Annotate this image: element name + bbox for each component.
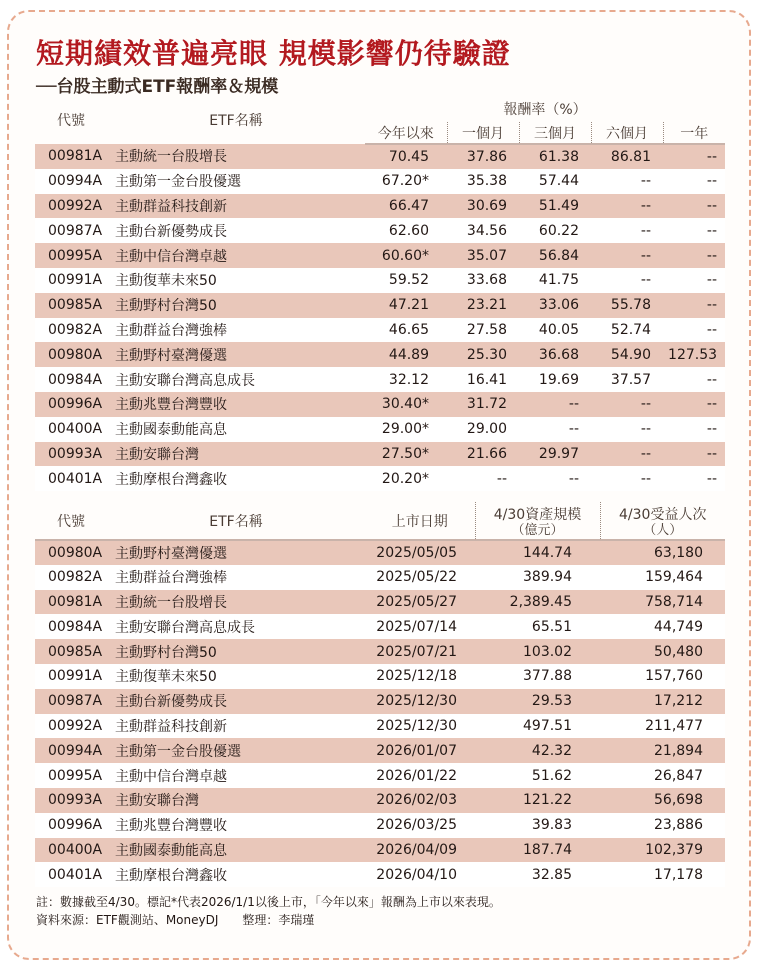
etf-name: 主動復華未來50: [107, 664, 365, 689]
size-col-header-holders: [600, 502, 725, 540]
return-6m: --: [591, 466, 663, 491]
return-1y: --: [663, 293, 725, 318]
table-row: [35, 268, 725, 293]
etf-code: 00981A: [35, 144, 107, 169]
return-ytd: 59.52: [365, 268, 447, 293]
table-row: [35, 169, 725, 194]
table-row: [35, 689, 725, 714]
etf-code: 00987A: [35, 689, 107, 714]
table-row: [35, 763, 725, 788]
table-row: [35, 590, 725, 615]
col-header-6m: 六個月: [591, 122, 663, 144]
etf-name: 主動安聯台灣高息成長: [107, 614, 365, 639]
beneficiary-count: 102,379: [600, 838, 725, 863]
return-3m: 60.22: [519, 218, 591, 243]
col-header-ytd: 今年以來: [365, 122, 447, 144]
etf-name: 主動群益台灣強棒: [107, 318, 365, 343]
table-row: [35, 639, 725, 664]
etf-name: 主動兆豐台灣豐收: [107, 392, 365, 417]
return-3m: 51.49: [519, 194, 591, 219]
listing-date: 2025/07/21: [365, 639, 475, 664]
return-6m: 52.74: [591, 318, 663, 343]
etf-code: 00401A: [35, 466, 107, 491]
etf-name: 主動台新優勢成長: [107, 218, 365, 243]
return-3m: 36.68: [519, 342, 591, 367]
etf-code: 00995A: [35, 243, 107, 268]
return-1y: --: [663, 243, 725, 268]
return-1m: 33.68: [447, 268, 519, 293]
etf-code: 00996A: [35, 813, 107, 838]
etf-name: 主動野村台灣50: [107, 293, 365, 318]
table-row: [35, 738, 725, 763]
return-6m: --: [591, 218, 663, 243]
table-row: [35, 838, 725, 863]
asset-size: 389.94: [475, 565, 600, 590]
etf-code: 00984A: [35, 614, 107, 639]
etf-code: 00401A: [35, 862, 107, 887]
etf-name: 主動野村台灣50: [107, 639, 365, 664]
asset-size: 187.74: [475, 838, 600, 863]
etf-code: 00993A: [35, 442, 107, 467]
table-row: [35, 392, 725, 417]
beneficiary-count: 758,714: [600, 590, 725, 615]
etf-name: 主動野村臺灣優選: [107, 540, 365, 565]
listing-date: 2025/12/18: [365, 664, 475, 689]
holders-header-unit: （人）: [643, 522, 683, 538]
page-title: 短期績效普遍亮眼 規模影響仍待驗證: [36, 37, 511, 70]
return-1m: 37.86: [447, 144, 519, 169]
beneficiary-count: 63,180: [600, 540, 725, 565]
etf-name: 主動摩根台灣鑫收: [107, 466, 365, 491]
return-1m: 29.00: [447, 417, 519, 442]
asset-size: 39.83: [475, 813, 600, 838]
etf-code: 00992A: [35, 714, 107, 739]
listing-date: 2025/05/27: [365, 590, 475, 615]
return-1m: 34.56: [447, 218, 519, 243]
listing-date: 2025/12/30: [365, 689, 475, 714]
etf-code: 00985A: [35, 639, 107, 664]
etf-name: 主動第一金台股優選: [107, 738, 365, 763]
beneficiary-count: 157,760: [600, 664, 725, 689]
return-6m: --: [591, 417, 663, 442]
size-col-header-name: ETF名稱: [107, 502, 365, 540]
etf-code: 00980A: [35, 342, 107, 367]
return-1y: --: [663, 268, 725, 293]
listing-date: 2026/04/09: [365, 838, 475, 863]
footnote: 註：數據截至4/30。標記*代表2026/1/1以後上市，「今年以來」報酬為上市以來表現。: [36, 895, 501, 909]
return-3m: 61.38: [519, 144, 591, 169]
page-subtitle: ──台股主動式ETF報酬率＆規模: [36, 77, 279, 97]
return-1m: 23.21: [447, 293, 519, 318]
table-row: [35, 614, 725, 639]
table-row: [35, 293, 725, 318]
return-6m: --: [591, 194, 663, 219]
return-6m: 86.81: [591, 144, 663, 169]
size-col-header-assets: [475, 502, 600, 540]
col-header-1y: 一年: [663, 122, 725, 144]
return-6m: 54.90: [591, 342, 663, 367]
etf-name: 主動中信台灣卓越: [107, 243, 365, 268]
beneficiary-count: 17,212: [600, 689, 725, 714]
return-3m: 33.06: [519, 293, 591, 318]
beneficiary-count: 17,178: [600, 862, 725, 887]
listing-date: 2025/05/05: [365, 540, 475, 565]
etf-name: 主動野村臺灣優選: [107, 342, 365, 367]
return-ytd: 27.50*: [365, 442, 447, 467]
return-6m: 55.78: [591, 293, 663, 318]
table-row: [35, 714, 725, 739]
etf-name: 主動統一台股增長: [107, 144, 365, 169]
table-row: [35, 417, 725, 442]
table-row: [35, 442, 725, 467]
return-3m: 19.69: [519, 367, 591, 392]
etf-name: 主動統一台股增長: [107, 590, 365, 615]
table-row: [35, 318, 725, 343]
table-row: [35, 565, 725, 590]
size-col-header-code: 代號: [35, 502, 107, 540]
listing-date: 2026/03/25: [365, 813, 475, 838]
return-1m: 35.07: [447, 243, 519, 268]
return-ytd: 60.60*: [365, 243, 447, 268]
etf-code: 00400A: [35, 417, 107, 442]
etf-code: 00994A: [35, 169, 107, 194]
return-ytd: 44.89: [365, 342, 447, 367]
etf-code: 00982A: [35, 565, 107, 590]
etf-code: 00400A: [35, 838, 107, 863]
beneficiary-count: 50,480: [600, 639, 725, 664]
etf-name: 主動兆豐台灣豐收: [107, 813, 365, 838]
etf-name: 主動中信台灣卓越: [107, 763, 365, 788]
return-1y: --: [663, 144, 725, 169]
beneficiary-count: 21,894: [600, 738, 725, 763]
listing-date: 2026/01/22: [365, 763, 475, 788]
etf-code: 00992A: [35, 194, 107, 219]
col-header-3m: 三個月: [519, 122, 591, 144]
etf-code: 00995A: [35, 763, 107, 788]
etf-name: 主動群益科技創新: [107, 194, 365, 219]
return-ytd: 20.20*: [365, 466, 447, 491]
source-credit: 資料來源：ETF觀測站、MoneyDJ 整理：李瑞瑾: [36, 913, 315, 927]
return-3m: 29.97: [519, 442, 591, 467]
beneficiary-count: 211,477: [600, 714, 725, 739]
return-ytd: 70.45: [365, 144, 447, 169]
returns-table: [35, 96, 725, 491]
table-row: [35, 664, 725, 689]
return-1y: --: [663, 318, 725, 343]
table-row: [35, 466, 725, 491]
table-row: [35, 813, 725, 838]
table-row: [35, 862, 725, 887]
etf-name: 主動摩根台灣鑫收: [107, 862, 365, 887]
asset-size: 103.02: [475, 639, 600, 664]
table-row: [35, 540, 725, 565]
etf-code: 00985A: [35, 293, 107, 318]
etf-code: 00996A: [35, 392, 107, 417]
return-ytd: 67.20*: [365, 169, 447, 194]
etf-name: 主動群益科技創新: [107, 714, 365, 739]
etf-code: 00991A: [35, 268, 107, 293]
asset-size: 121.22: [475, 788, 600, 813]
etf-code: 00993A: [35, 788, 107, 813]
return-3m: 41.75: [519, 268, 591, 293]
return-1y: --: [663, 218, 725, 243]
asset-size: 497.51: [475, 714, 600, 739]
etf-code: 00981A: [35, 590, 107, 615]
table-row: [35, 218, 725, 243]
assets-header-unit: （億元）: [511, 522, 564, 538]
return-1m: 31.72: [447, 392, 519, 417]
return-3m: --: [519, 392, 591, 417]
asset-size: 42.32: [475, 738, 600, 763]
listing-date: 2026/04/10: [365, 862, 475, 887]
return-ytd: 66.47: [365, 194, 447, 219]
col-header-return-group: 報酬率（%）: [503, 102, 587, 118]
return-1m: 35.38: [447, 169, 519, 194]
return-1y: 127.53: [663, 342, 725, 367]
holders-header-label: 4/30受益人次: [619, 506, 707, 523]
etf-name: 主動復華未來50: [107, 268, 365, 293]
return-1m: 21.66: [447, 442, 519, 467]
return-1m: 30.69: [447, 194, 519, 219]
table-row: [35, 367, 725, 392]
table-row: [35, 144, 725, 169]
etf-name: 主動安聯台灣: [107, 788, 365, 813]
return-6m: --: [591, 442, 663, 467]
return-3m: --: [519, 417, 591, 442]
table-row: [35, 243, 725, 268]
assets-header-label: 4/30資產規模: [493, 506, 582, 523]
col-header-code: 代號: [57, 113, 85, 129]
col-header-1m: 一個月: [447, 122, 519, 144]
return-1m: 27.58: [447, 318, 519, 343]
return-1y: --: [663, 367, 725, 392]
size-table: [35, 502, 725, 887]
asset-size: 2,389.45: [475, 590, 600, 615]
return-ytd: 46.65: [365, 318, 447, 343]
etf-name: 主動國泰動能高息: [107, 838, 365, 863]
return-1y: --: [663, 466, 725, 491]
asset-size: 32.85: [475, 862, 600, 887]
return-6m: --: [591, 392, 663, 417]
etf-code: 00991A: [35, 664, 107, 689]
asset-size: 51.62: [475, 763, 600, 788]
etf-code: 00980A: [35, 540, 107, 565]
etf-code: 00994A: [35, 738, 107, 763]
return-1y: --: [663, 194, 725, 219]
beneficiary-count: 44,749: [600, 614, 725, 639]
listing-date: 2025/07/14: [365, 614, 475, 639]
asset-size: 65.51: [475, 614, 600, 639]
etf-code: 00984A: [35, 367, 107, 392]
size-col-header-date: 上市日期: [365, 502, 475, 540]
return-ytd: 32.12: [365, 367, 447, 392]
etf-code: 00982A: [35, 318, 107, 343]
etf-name: 主動群益台灣強棒: [107, 565, 365, 590]
beneficiary-count: 56,698: [600, 788, 725, 813]
return-1y: --: [663, 392, 725, 417]
return-1m: 16.41: [447, 367, 519, 392]
return-1y: --: [663, 442, 725, 467]
return-ytd: 62.60: [365, 218, 447, 243]
return-6m: --: [591, 169, 663, 194]
return-1y: --: [663, 169, 725, 194]
listing-date: 2026/02/03: [365, 788, 475, 813]
listing-date: 2026/01/07: [365, 738, 475, 763]
listing-date: 2025/12/30: [365, 714, 475, 739]
asset-size: 377.88: [475, 664, 600, 689]
return-3m: --: [519, 466, 591, 491]
table-row: [35, 342, 725, 367]
return-3m: 40.05: [519, 318, 591, 343]
return-3m: 56.84: [519, 243, 591, 268]
return-1m: --: [447, 466, 519, 491]
etf-code: 00987A: [35, 218, 107, 243]
table-row: [35, 788, 725, 813]
return-6m: 37.57: [591, 367, 663, 392]
return-ytd: 29.00*: [365, 417, 447, 442]
return-ytd: 47.21: [365, 293, 447, 318]
asset-size: 144.74: [475, 540, 600, 565]
etf-name: 主動安聯台灣: [107, 442, 365, 467]
listing-date: 2025/05/22: [365, 565, 475, 590]
etf-name: 主動台新優勢成長: [107, 689, 365, 714]
return-1m: 25.30: [447, 342, 519, 367]
return-ytd: 30.40*: [365, 392, 447, 417]
asset-size: 29.53: [475, 689, 600, 714]
return-6m: --: [591, 268, 663, 293]
col-header-name: ETF名稱: [209, 113, 263, 129]
return-1y: --: [663, 417, 725, 442]
etf-name: 主動安聯台灣高息成長: [107, 367, 365, 392]
table-row: [35, 194, 725, 219]
return-3m: 57.44: [519, 169, 591, 194]
beneficiary-count: 159,464: [600, 565, 725, 590]
etf-name: 主動國泰動能高息: [107, 417, 365, 442]
etf-name: 主動第一金台股優選: [107, 169, 365, 194]
beneficiary-count: 23,886: [600, 813, 725, 838]
return-6m: --: [591, 243, 663, 268]
beneficiary-count: 26,847: [600, 763, 725, 788]
